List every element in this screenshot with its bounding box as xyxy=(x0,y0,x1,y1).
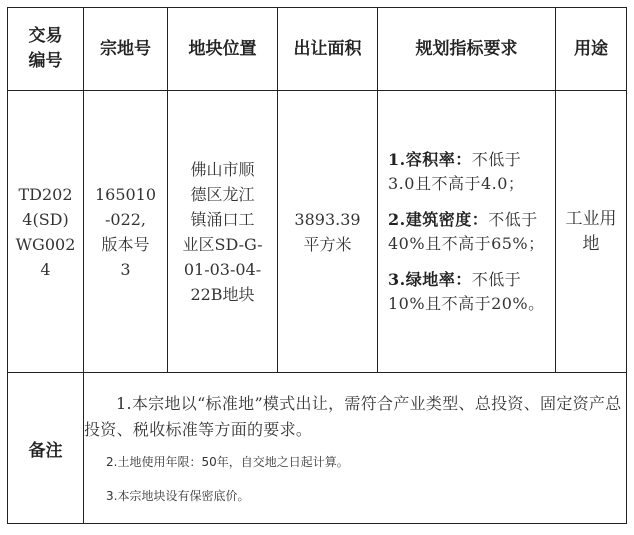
note-2: 2.土地使用年限：50年，自交地之日起计算。 xyxy=(106,455,349,469)
header-area: 出让面积 xyxy=(278,8,378,91)
header-location: 地块位置 xyxy=(168,8,278,91)
cell-use: 工业用 地 xyxy=(556,91,627,373)
header-row xyxy=(8,8,627,91)
note-1: 1.本宗地以“标准地”模式出让，需符合产业类型、总投资、固定资产总投资、税收标准等方面的要求。 xyxy=(84,394,622,439)
header-trade-no: 交易编号 xyxy=(8,8,84,91)
land-parcel-table xyxy=(7,7,627,524)
header-plan: 规划指标要求 xyxy=(378,8,556,91)
notes-body xyxy=(84,373,627,524)
cell-plan-requirements xyxy=(378,91,556,373)
cell-area: 3893.39 平方米 xyxy=(278,91,378,373)
notes-row xyxy=(8,373,627,524)
header-use: 用途 xyxy=(556,8,627,91)
parcel-row xyxy=(8,91,627,373)
plan-item-density: 2.建筑密度：不低于40%且不高于65%； xyxy=(388,209,545,253)
header-parcel-no: 宗地号 xyxy=(84,8,168,91)
note-3: 3.本宗地块设有保密底价。 xyxy=(106,489,250,503)
plan-item-green: 3.绿地率：不低于10%且不高于20%。 xyxy=(388,269,545,313)
cell-parcel-no: 165010 -022, 版本号 3 xyxy=(84,91,168,373)
notes-label: 备注 xyxy=(8,373,84,524)
plan-item-far: 1.容积率：不低于3.0且不高于4.0； xyxy=(388,149,525,193)
cell-location: 佛山市顺 德区龙江 镇涌口工 业区SD-G- 01-03-04- 22B地块 xyxy=(168,91,278,373)
cell-trade-no: TD202 4(SD) WG002 4 xyxy=(8,91,84,373)
